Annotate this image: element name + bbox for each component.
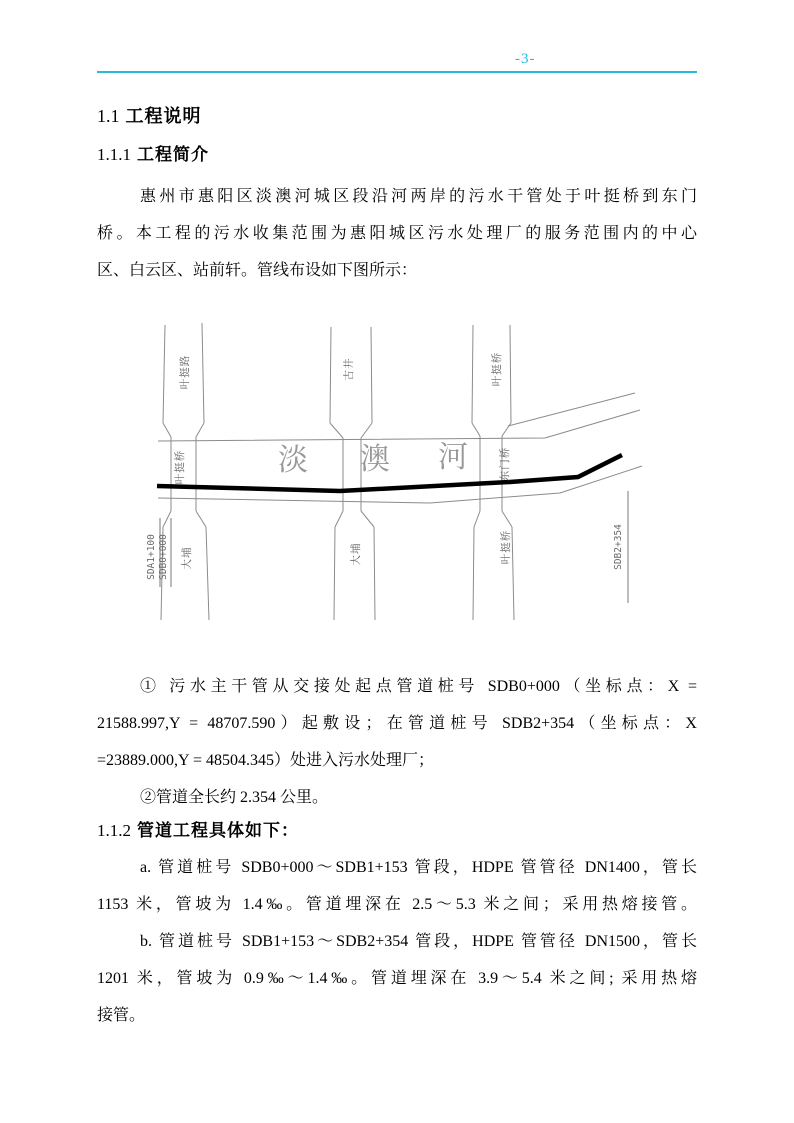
paragraph-line: 区、白云区、站前轩。管线布设如下图所示： [97,262,418,279]
heading-text: 工程说明 [125,106,202,126]
place-label: 叶挺桥 [500,529,512,565]
stake-label: SDA1+100 [146,534,157,580]
paragraph-line: a. 管道桩号 SDB0+000～SDB1+153 管段，HDPE 管管径 DN1400，管长 [140,859,697,876]
paragraph-line: 接管。 [97,1007,146,1024]
road-label: 叶挺路 [179,354,191,390]
bridge-label: 东门桥 [499,446,511,482]
paragraph-line: =23889.000,Y = 48504.345）处进入污水处理厂； [97,752,435,769]
stake-label: SDB2+354 [613,524,624,570]
heading-number: 1.1.1 [97,145,131,164]
paragraph-b [97,923,697,1034]
heading-number: 1.1 [97,106,120,126]
intro-paragraph [97,178,697,289]
river-name-char: 澳 [360,443,390,476]
paragraph-line: ① 污水主干管从交接处起点管道桩号 SDB0+000（坐标点：X = [140,678,697,695]
heading-text: 工程简介 [137,145,209,164]
paragraph-line: 21588.997,Y = 48707.590）起敷设；在管道桩号 SDB2+354（坐标点：X [97,715,697,732]
stake-label: SDB0+000 [158,534,169,580]
paragraph-line: b. 管道桩号 SDB1+153～SDB2+354 管段，HDPE 管管径 DN1500，管长 [140,933,697,950]
heading-1-1 [97,102,202,128]
paragraph-line: 1153 米，管坡为 1.4‰。管道埋深在 2.5～5.3 米之间；采用热熔接管。 [97,896,697,913]
river-name-char: 河 [438,441,468,474]
river-name-char: 淡 [278,444,308,477]
paragraph-line: 惠州市惠阳区淡澳河城区段沿河两岸的污水干管处于叶挺桥到东门 [140,188,697,205]
paragraph-line: 桥。本工程的污水收集范围为惠阳城区污水处理厂的服务范围内的中心 [97,225,697,242]
heading-text: 管道工程具体如下： [137,821,299,840]
river-upper-right-line [508,393,635,426]
river-bottom-bank [158,466,642,503]
paragraph-line: ②管道全长约 2.354 公里。 [140,789,329,806]
road-label: 叶挺桥 [491,351,503,387]
river-top-bank [158,410,640,441]
road-label: 古井 [343,357,355,381]
page-number: -3- [515,51,536,67]
pipeline-map [130,315,670,630]
heading-1-1-1 [97,140,209,165]
place-label: 大埔 [181,546,193,570]
paragraph-line: 1201 米，管坡为 0.9‰～1.4‰。管道埋深在 3.9～5.4 米之间; 采用热熔 [97,970,697,987]
heading-number: 1.1.2 [97,821,131,840]
bridge-label: 叶挺桥 [174,449,186,485]
numbered-items [97,668,697,816]
heading-1-1-2 [97,812,697,849]
pipeline-map-drawing [130,315,670,630]
place-label: 大埔 [350,542,362,566]
paragraph-a [97,849,697,923]
header-rule [97,71,697,73]
